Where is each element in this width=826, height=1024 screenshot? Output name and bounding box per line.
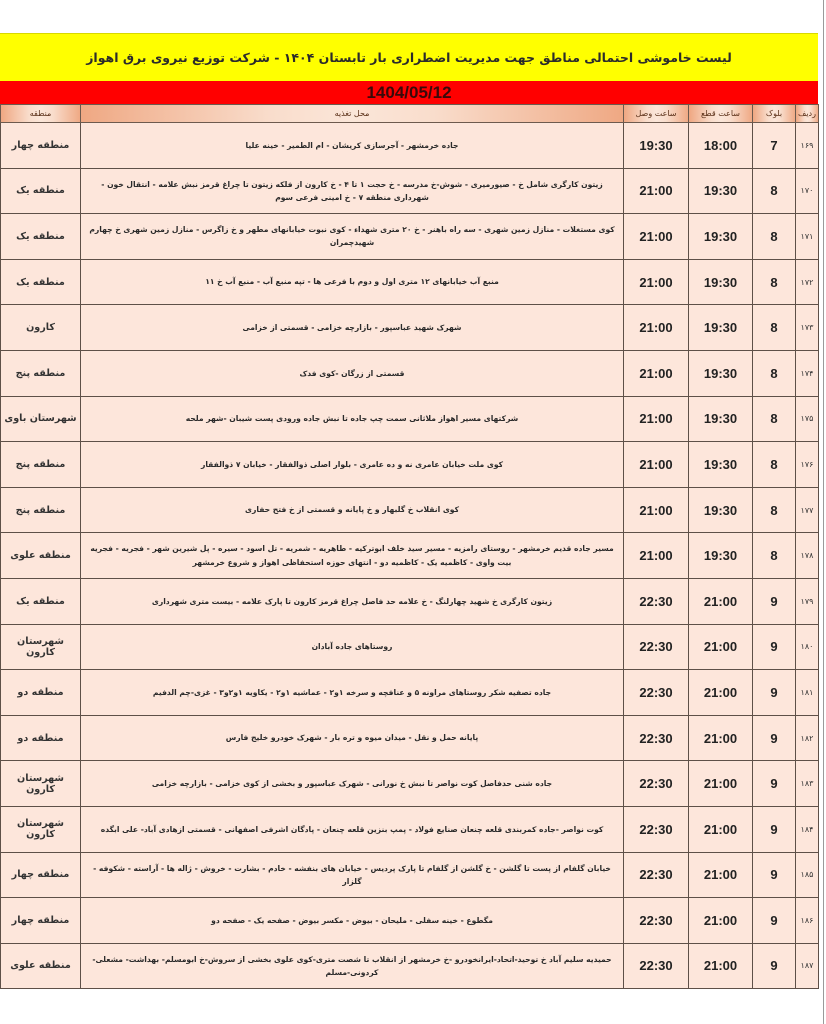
cut-time-cell: 19:30 bbox=[689, 305, 753, 351]
row-number: ۱۷۸ bbox=[796, 533, 819, 579]
region-cell: منطقه یک bbox=[1, 578, 81, 624]
table-row bbox=[1, 898, 819, 944]
connect-time-cell: 22:30 bbox=[624, 898, 689, 944]
feeder-location-cell: شهرک شهید عباسپور - بازارچه خزامی - قسمتی از خزامی bbox=[81, 305, 624, 351]
table-row bbox=[1, 123, 819, 169]
row-number: ۱۸۵ bbox=[796, 852, 819, 898]
feeder-location-cell: زیتون کارگری خ شهید چهارلنگ - خ علامه حد فاصل چراغ قرمز کارون تا پارک علامه - بیست متری شهرداری bbox=[81, 578, 624, 624]
connect-time-cell: 22:30 bbox=[624, 806, 689, 852]
cut-time-cell: 19:30 bbox=[689, 396, 753, 442]
connect-time-cell: 21:00 bbox=[624, 350, 689, 396]
table-row bbox=[1, 715, 819, 761]
block-cell: 8 bbox=[753, 259, 796, 305]
document-title: لیست خاموشی احتمالی مناطق جهت مدیریت اضطراری بار تابستان ۱۴۰۴ - شرکت توزیع نیروی برق اهواز bbox=[0, 33, 818, 81]
block-cell: 8 bbox=[753, 533, 796, 579]
feeder-location-cell: زیتون کارگری شامل خ - صیورمیری - شوش-خ مدرسه - خ حجت ۱ تا ۴ - خ کارون از فلکه زیتون تا چراغ قرمز نبش علامه - انتقال خون - شهرداری منطقه ۷ - خ امینی فرعی سوم bbox=[81, 168, 624, 214]
connect-time-cell: 22:30 bbox=[624, 761, 689, 807]
table-row bbox=[1, 396, 819, 442]
row-number: ۱۷۳ bbox=[796, 305, 819, 351]
feeder-location-cell: قسمتی از زرگان -کوی فدک bbox=[81, 350, 624, 396]
table-row bbox=[1, 487, 819, 533]
region-cell: کارون bbox=[1, 305, 81, 351]
cut-time-cell: 21:00 bbox=[689, 715, 753, 761]
row-number: ۱۷۷ bbox=[796, 487, 819, 533]
block-cell: 9 bbox=[753, 806, 796, 852]
table-row bbox=[1, 943, 819, 989]
connect-time-cell: 19:30 bbox=[624, 123, 689, 169]
feeder-location-cell: مگطوع - خینه سفلی - ملیحان - بیوض - مکسر بیوض - صفحه یک - صفحه دو bbox=[81, 898, 624, 944]
table-row bbox=[1, 168, 819, 214]
feeder-location-cell: جاده خرمشهر - آجرسازی کریشان - ام الطمیر - خینه علیا bbox=[81, 123, 624, 169]
table-row bbox=[1, 670, 819, 716]
cut-time-cell: 21:00 bbox=[689, 898, 753, 944]
connect-time-cell: 22:30 bbox=[624, 943, 689, 989]
block-cell: 9 bbox=[753, 624, 796, 670]
cut-time-cell: 21:00 bbox=[689, 852, 753, 898]
connect-time-cell: 22:30 bbox=[624, 624, 689, 670]
outage-table bbox=[0, 104, 819, 989]
cut-time-cell: 19:30 bbox=[689, 214, 753, 260]
block-cell: 8 bbox=[753, 442, 796, 488]
cut-time-cell: 19:30 bbox=[689, 350, 753, 396]
connect-time-cell: 22:30 bbox=[624, 670, 689, 716]
cut-time-cell: 19:30 bbox=[689, 168, 753, 214]
block-cell: 9 bbox=[753, 761, 796, 807]
table-row bbox=[1, 578, 819, 624]
schedule-date: 1404/05/12 bbox=[0, 81, 818, 104]
row-number: ۱۷۵ bbox=[796, 396, 819, 442]
table-row bbox=[1, 761, 819, 807]
table-row bbox=[1, 533, 819, 579]
feeder-location-cell: کوت نواصر -جاده کمربندی قلعه چنعان صنایع فولاد - پمپ بنزین قلعه چنعان - پادگان اشرفی اصفهانی - قسمتی ازهادی آباد- علی ابگده bbox=[81, 806, 624, 852]
connect-time-cell: 21:00 bbox=[624, 214, 689, 260]
connect-time-cell: 21:00 bbox=[624, 305, 689, 351]
connect-time-cell: 21:00 bbox=[624, 168, 689, 214]
row-number: ۱۶۹ bbox=[796, 123, 819, 169]
region-cell: منطقه علوی bbox=[1, 943, 81, 989]
block-cell: 8 bbox=[753, 214, 796, 260]
region-cell: شهرستان باوی bbox=[1, 396, 81, 442]
region-cell: شهرستان کارون bbox=[1, 806, 81, 852]
connect-time-cell: 21:00 bbox=[624, 533, 689, 579]
region-cell: منطقه یک bbox=[1, 168, 81, 214]
row-number: ۱۷۲ bbox=[796, 259, 819, 305]
block-cell: 9 bbox=[753, 852, 796, 898]
header-row-number: ردیف bbox=[796, 105, 819, 123]
row-number: ۱۸۰ bbox=[796, 624, 819, 670]
cut-time-cell: 18:00 bbox=[689, 123, 753, 169]
row-number: ۱۷۱ bbox=[796, 214, 819, 260]
block-cell: 9 bbox=[753, 943, 796, 989]
cut-time-cell: 19:30 bbox=[689, 487, 753, 533]
connect-time-cell: 21:00 bbox=[624, 396, 689, 442]
row-number: ۱۸۳ bbox=[796, 761, 819, 807]
table-header-row bbox=[1, 105, 819, 123]
table-row bbox=[1, 806, 819, 852]
connect-time-cell: 22:30 bbox=[624, 578, 689, 624]
row-number: ۱۷۹ bbox=[796, 578, 819, 624]
feeder-location-cell: منبع آب خیابانهای ۱۲ متری اول و دوم با فرعی ها - تپه منبع آب - منبع آب خ ۱۱ bbox=[81, 259, 624, 305]
feeder-location-cell: حمیدیه سلیم آباد خ توحید-اتحاد-ایرانخودرو -خ خرمشهر از انقلاب تا شصت متری-کوی علوی بخشی از سروش-خ ابومسلم- بهداشت- مشعلی- کردونی-مسلم bbox=[81, 943, 624, 989]
connect-time-cell: 21:00 bbox=[624, 259, 689, 305]
table-row bbox=[1, 259, 819, 305]
feeder-location-cell: جاده تصفیه شکر روستاهای مراونه ۵ و عنافچه و سرخه ۱و۲ - عماشیه ۱و۲ - یکاویه ۱و۲و۳ - غزی-چم الدفیم bbox=[81, 670, 624, 716]
block-cell: 7 bbox=[753, 123, 796, 169]
cut-time-cell: 21:00 bbox=[689, 806, 753, 852]
page-edge-divider bbox=[823, 0, 824, 1024]
region-cell: منطقه پنج bbox=[1, 442, 81, 488]
table-body bbox=[1, 123, 819, 989]
row-number: ۱۸۴ bbox=[796, 806, 819, 852]
block-cell: 9 bbox=[753, 898, 796, 944]
outage-schedule-sheet bbox=[0, 33, 818, 989]
row-number: ۱۸۷ bbox=[796, 943, 819, 989]
cut-time-cell: 21:00 bbox=[689, 943, 753, 989]
header-feeder-location: محل تغذیه bbox=[81, 105, 624, 123]
feeder-location-cell: کوی ملت خیابان عامری نه و ده عامری - بلوار اصلی ذوالفقار - خیابان ۷ ذوالفقار bbox=[81, 442, 624, 488]
feeder-location-cell: خیابان گلفام از پست تا گلشن - خ گلشن از گلفام تا پارک پردیس - خیابان های بنفشه - خادم - بشارت - خروش - ژاله ها - آراسته - شکوفه - گلزار bbox=[81, 852, 624, 898]
table-row bbox=[1, 214, 819, 260]
table-row bbox=[1, 852, 819, 898]
cut-time-cell: 19:30 bbox=[689, 259, 753, 305]
feeder-location-cell: شرکتهای مسیر اهواز ملاثانی سمت چپ جاده تا نبش جاده ورودی پست شیبان -شهر ملحه bbox=[81, 396, 624, 442]
header-cut-time: ساعت قطع bbox=[689, 105, 753, 123]
table-row bbox=[1, 350, 819, 396]
feeder-location-cell: کوی مستغلات - منازل زمین شهری - سه راه باهنر - خ ۲۰ متری شهداء - کوی نبوت خیابانهای مطهر و خ زاگرس - منازل زمین شهری خ چهارم شهیدچمران bbox=[81, 214, 624, 260]
region-cell: منطقه دو bbox=[1, 670, 81, 716]
connect-time-cell: 22:30 bbox=[624, 715, 689, 761]
block-cell: 9 bbox=[753, 670, 796, 716]
region-cell: منطقه چهار bbox=[1, 898, 81, 944]
region-cell: منطقه پنج bbox=[1, 487, 81, 533]
cut-time-cell: 21:00 bbox=[689, 624, 753, 670]
row-number: ۱۸۲ bbox=[796, 715, 819, 761]
feeder-location-cell: جاده شنی حدفاصل کوت نواصر تا نبش خ نورانی - شهرک عباسپور و بخشی از کوی خزامی - بازارچه خزامی bbox=[81, 761, 624, 807]
connect-time-cell: 21:00 bbox=[624, 487, 689, 533]
feeder-location-cell: روستاهای جاده آبادان bbox=[81, 624, 624, 670]
region-cell: شهرستان کارون bbox=[1, 761, 81, 807]
row-number: ۱۸۶ bbox=[796, 898, 819, 944]
row-number: ۱۷۶ bbox=[796, 442, 819, 488]
connect-time-cell: 21:00 bbox=[624, 442, 689, 488]
header-connect-time: ساعت وصل bbox=[624, 105, 689, 123]
cut-time-cell: 19:30 bbox=[689, 533, 753, 579]
row-number: ۱۷۴ bbox=[796, 350, 819, 396]
block-cell: 9 bbox=[753, 715, 796, 761]
block-cell: 8 bbox=[753, 396, 796, 442]
region-cell: منطقه علوی bbox=[1, 533, 81, 579]
feeder-location-cell: مسیر جاده قدیم خرمشهر - روستای رامزیه - مسیر سید خلف ابوترکیه - طاهریه - شمریه - تل اسود - سیره - پل شیرین شهر - فجریه - فجریه بیت واوی - کاظمیه یک - کاظمیه دو - انتهای حوزه استحفاظی اهواز و شروع خرمشهر bbox=[81, 533, 624, 579]
cut-time-cell: 21:00 bbox=[689, 670, 753, 716]
block-cell: 8 bbox=[753, 168, 796, 214]
header-block: بلوک bbox=[753, 105, 796, 123]
connect-time-cell: 22:30 bbox=[624, 852, 689, 898]
cut-time-cell: 21:00 bbox=[689, 761, 753, 807]
region-cell: منطقه پنج bbox=[1, 350, 81, 396]
region-cell: منطقه چهار bbox=[1, 123, 81, 169]
feeder-location-cell: پایانه حمل و نقل - میدان میوه و تره بار - شهرک خودرو خلیج فارس bbox=[81, 715, 624, 761]
block-cell: 8 bbox=[753, 305, 796, 351]
row-number: ۱۸۱ bbox=[796, 670, 819, 716]
block-cell: 8 bbox=[753, 487, 796, 533]
block-cell: 8 bbox=[753, 350, 796, 396]
region-cell: منطقه یک bbox=[1, 214, 81, 260]
region-cell: شهرستان کارون bbox=[1, 624, 81, 670]
table-row bbox=[1, 305, 819, 351]
header-region: منطقه bbox=[1, 105, 81, 123]
cut-time-cell: 19:30 bbox=[689, 442, 753, 488]
region-cell: منطقه یک bbox=[1, 259, 81, 305]
row-number: ۱۷۰ bbox=[796, 168, 819, 214]
block-cell: 9 bbox=[753, 578, 796, 624]
cut-time-cell: 21:00 bbox=[689, 578, 753, 624]
region-cell: منطقه چهار bbox=[1, 852, 81, 898]
table-row bbox=[1, 442, 819, 488]
feeder-location-cell: کوی انقلاب خ گلبهار و خ پایانه و قسمتی از خ فتح حفاری bbox=[81, 487, 624, 533]
table-row bbox=[1, 624, 819, 670]
region-cell: منطقه دو bbox=[1, 715, 81, 761]
